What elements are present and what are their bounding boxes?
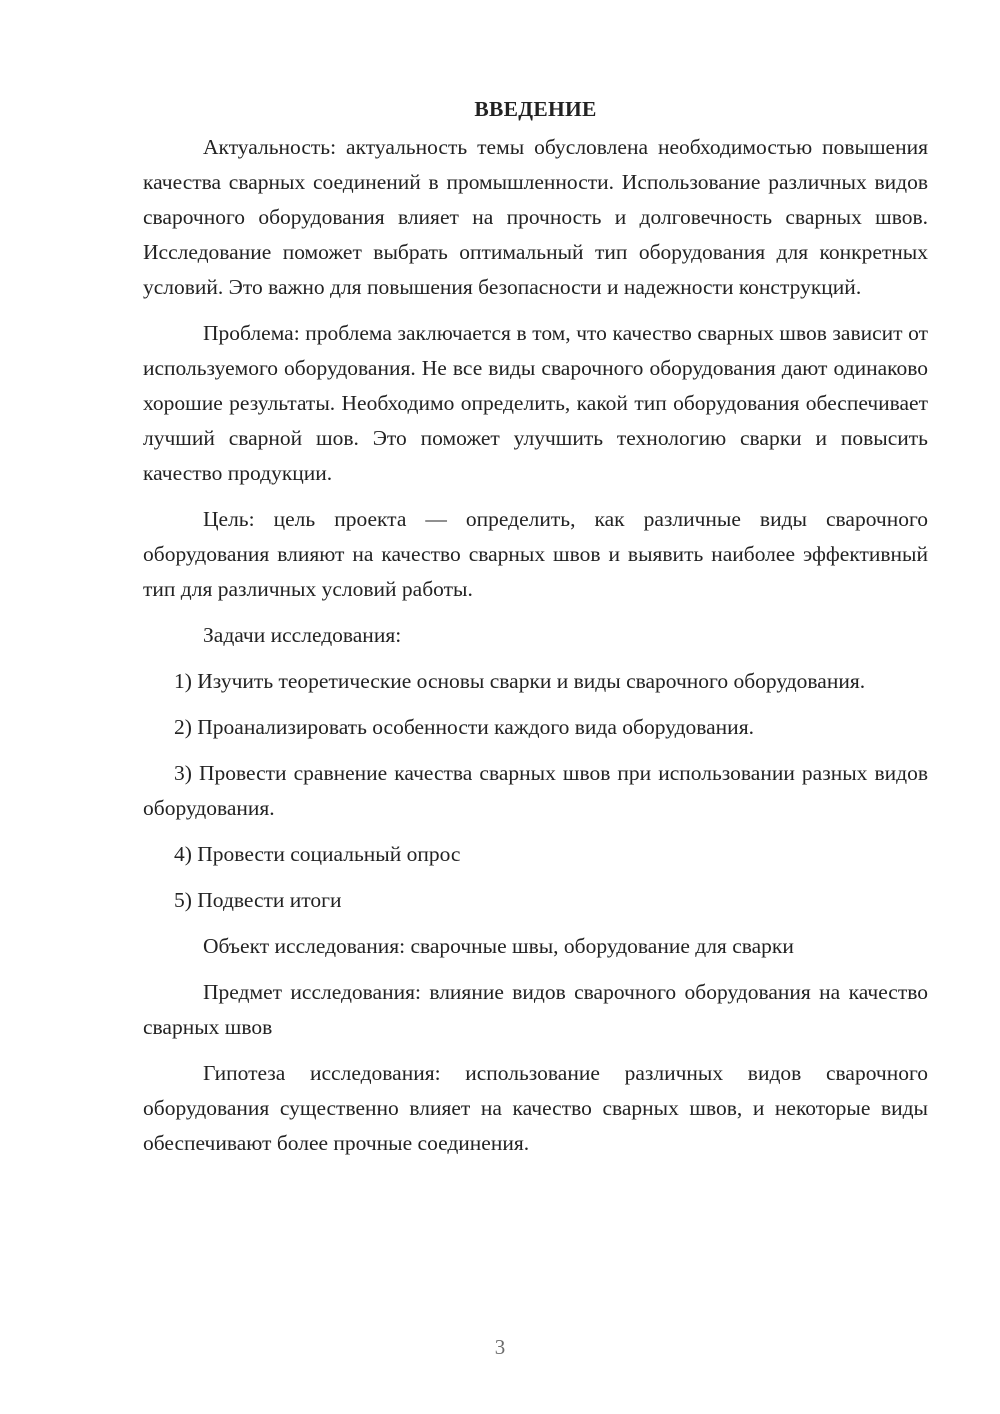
paragraph-hypothesis: Гипотеза исследования: использование различных видов сварочного оборудования существенно влияет на качество сварных швов, и некоторые виды обеспечивают более прочные соединения.	[143, 1061, 928, 1155]
paragraph-object: Объект исследования: сварочные швы, оборудование для сварки	[203, 934, 794, 958]
task-item-1: 1) Изучить теоретические основы сварки и виды сварочного оборудования.	[174, 669, 866, 693]
paragraph-goal: Цель: цель проекта — определить, как различные виды сварочного оборудования влияют на качество сварных швов и выявить наиболее эффективный тип для различных условий работы.	[143, 507, 928, 601]
paragraph-subject: Предмет исследования: влияние видов сварочного оборудования на качество сварных швов	[143, 980, 928, 1039]
task-item-4: 4) Провести социальный опрос	[174, 842, 461, 866]
page-content	[143, 92, 928, 1172]
task-item-3: 3) Провести сравнение качества сварных швов при использовании разных видов оборудования.	[143, 761, 928, 820]
paragraph-problem: Проблема: проблема заключается в том, что качество сварных швов зависит от используемого оборудования. Не все виды сварочного оборудования дают одинаково хорошие результаты. Необходимо определить, какой тип оборудования обеспечивает лучший сварной шов. Это поможет улучшить технологию сварки и повысить качество продукции.	[143, 321, 928, 485]
paragraph-relevance: Актуальность: актуальность темы обусловлена необходимостью повышения качества сварных соединений в промышленности. Использование различных видов сварочного оборудования влияет на прочность и долговечность сварных швов. Исследование поможет выбрать оптимальный тип оборудования для конкретных условий. Это важно для повышения безопасности и надежности конструкций.	[143, 135, 928, 299]
task-item-5: 5) Подвести итоги	[174, 888, 342, 912]
task-item-2: 2) Проанализировать особенности каждого вида оборудования.	[174, 715, 754, 739]
page-number: 3	[494, 1335, 506, 1359]
paragraph-tasks-heading: Задачи исследования:	[203, 623, 402, 647]
page-title: ВВЕДЕНИЕ	[474, 97, 597, 121]
